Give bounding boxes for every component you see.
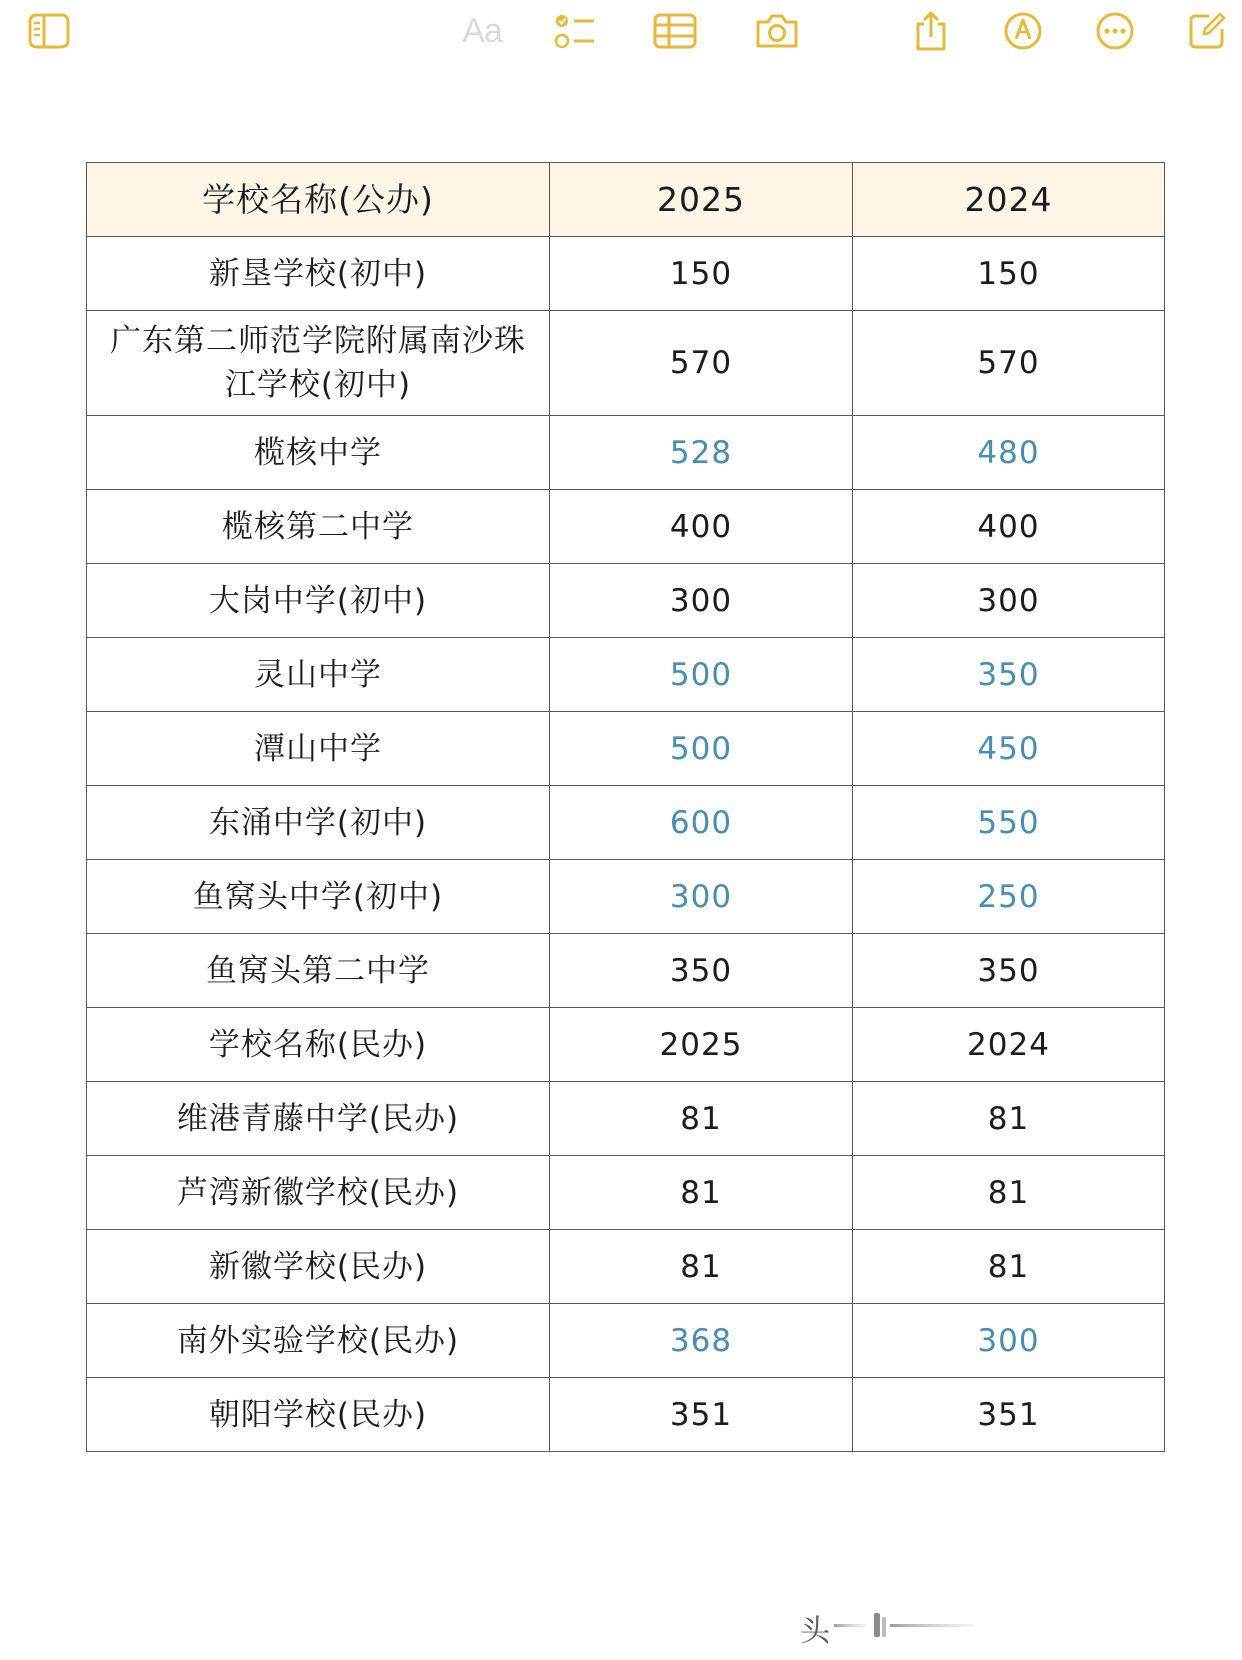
school-name-cell[interactable]: 新垦学校(初中) [87, 237, 550, 311]
watermark-text: 头 [800, 1614, 830, 1649]
notes-toolbar [0, 0, 1242, 62]
camera-icon [754, 13, 800, 49]
checklist-icon [554, 12, 596, 50]
value-2025-cell[interactable]: 570 [550, 311, 853, 416]
value-2025-cell[interactable]: 528 [550, 416, 853, 490]
value-2024-cell[interactable]: 81 [853, 1230, 1165, 1304]
school-name-cell[interactable]: 鱼窝头第二中学 [87, 934, 550, 1008]
share-button[interactable] [908, 8, 954, 54]
school-name-cell[interactable]: 灵山中学 [87, 638, 550, 712]
format-label: Aa [462, 11, 502, 50]
value-2025-cell[interactable]: 81 [550, 1230, 853, 1304]
table-row [87, 490, 1165, 564]
school-name-cell[interactable]: 学校名称(民办) [87, 1008, 550, 1082]
share-icon [913, 10, 949, 52]
value-2025-cell[interactable]: 351 [550, 1378, 853, 1452]
school-name-cell[interactable]: 新徽学校(民办) [87, 1230, 550, 1304]
more-button[interactable] [1092, 8, 1138, 54]
checklist-button[interactable] [552, 8, 598, 54]
table-row [87, 1304, 1165, 1378]
value-2025-cell[interactable]: 300 [550, 564, 853, 638]
table-row [87, 860, 1165, 934]
value-2024-cell[interactable]: 350 [853, 638, 1165, 712]
value-2025-cell[interactable]: 600 [550, 786, 853, 860]
table-row [87, 638, 1165, 712]
school-name-cell[interactable]: 鱼窝头中学(初中) [87, 860, 550, 934]
sidebar-toggle-button[interactable] [26, 8, 72, 54]
value-2025-cell[interactable]: 81 [550, 1082, 853, 1156]
school-name-cell[interactable]: 广东第二师范学院附属南沙珠江学校(初中) [87, 311, 550, 416]
value-2024-cell[interactable]: 550 [853, 786, 1165, 860]
compose-icon [1187, 11, 1227, 51]
school-name-cell[interactable]: 东涌中学(初中) [87, 786, 550, 860]
school-name-cell[interactable]: 南外实验学校(民办) [87, 1304, 550, 1378]
table-header-row [87, 163, 1165, 237]
table-row [87, 564, 1165, 638]
value-2025-cell[interactable]: 400 [550, 490, 853, 564]
value-2024-cell[interactable]: 81 [853, 1156, 1165, 1230]
value-2024-cell[interactable]: 480 [853, 416, 1165, 490]
sidebar-icon [28, 13, 70, 49]
value-2024-cell[interactable]: 81 [853, 1082, 1165, 1156]
school-name-cell[interactable]: 榄核中学 [87, 416, 550, 490]
table-button[interactable] [652, 8, 698, 54]
table-row [87, 237, 1165, 311]
value-2024-cell[interactable]: 570 [853, 311, 1165, 416]
table-row [87, 1378, 1165, 1452]
value-2025-cell[interactable]: 500 [550, 638, 853, 712]
private-section-header-row [87, 1008, 1165, 1082]
school-name-cell[interactable]: 维港青藤中学(民办) [87, 1082, 550, 1156]
table-row [87, 1230, 1165, 1304]
value-2024-cell[interactable]: 400 [853, 490, 1165, 564]
table-row [87, 416, 1165, 490]
markup-icon [1003, 11, 1043, 51]
value-2024-cell[interactable]: 2024 [853, 1008, 1165, 1082]
value-2024-cell[interactable]: 300 [853, 1304, 1165, 1378]
value-2025-cell[interactable]: 368 [550, 1304, 853, 1378]
header-2024[interactable]: 2024 [853, 163, 1165, 237]
value-2024-cell[interactable]: 351 [853, 1378, 1165, 1452]
table-row [87, 934, 1165, 1008]
table-row [87, 1082, 1165, 1156]
compose-button[interactable] [1184, 8, 1230, 54]
school-name-cell[interactable]: 朝阳学校(民办) [87, 1378, 550, 1452]
header-school-name[interactable]: 学校名称(公办) [87, 163, 550, 237]
format-button[interactable] [452, 8, 512, 54]
watermark-logo-icon [834, 1611, 974, 1645]
value-2024-cell[interactable]: 150 [853, 237, 1165, 311]
value-2024-cell[interactable]: 300 [853, 564, 1165, 638]
value-2024-cell[interactable]: 250 [853, 860, 1165, 934]
watermark [800, 1606, 974, 1650]
school-name-cell[interactable]: 潭山中学 [87, 712, 550, 786]
value-2025-cell[interactable]: 500 [550, 712, 853, 786]
school-name-cell[interactable]: 芦湾新徽学校(民办) [87, 1156, 550, 1230]
table-row [87, 311, 1165, 416]
more-icon [1095, 11, 1135, 51]
value-2025-cell[interactable]: 300 [550, 860, 853, 934]
value-2025-cell[interactable]: 350 [550, 934, 853, 1008]
value-2025-cell[interactable]: 150 [550, 237, 853, 311]
value-2024-cell[interactable]: 350 [853, 934, 1165, 1008]
camera-button[interactable] [754, 8, 800, 54]
school-name-cell[interactable]: 大岗中学(初中) [87, 564, 550, 638]
header-2025[interactable]: 2025 [550, 163, 853, 237]
school-name-cell[interactable]: 榄核第二中学 [87, 490, 550, 564]
table-row [87, 1156, 1165, 1230]
value-2024-cell[interactable]: 450 [853, 712, 1165, 786]
value-2025-cell[interactable]: 2025 [550, 1008, 853, 1082]
value-2025-cell[interactable]: 81 [550, 1156, 853, 1230]
markup-button[interactable] [1000, 8, 1046, 54]
table-row [87, 712, 1165, 786]
table-icon [653, 13, 697, 49]
table-row [87, 786, 1165, 860]
enrollment-table[interactable] [86, 162, 1165, 1452]
